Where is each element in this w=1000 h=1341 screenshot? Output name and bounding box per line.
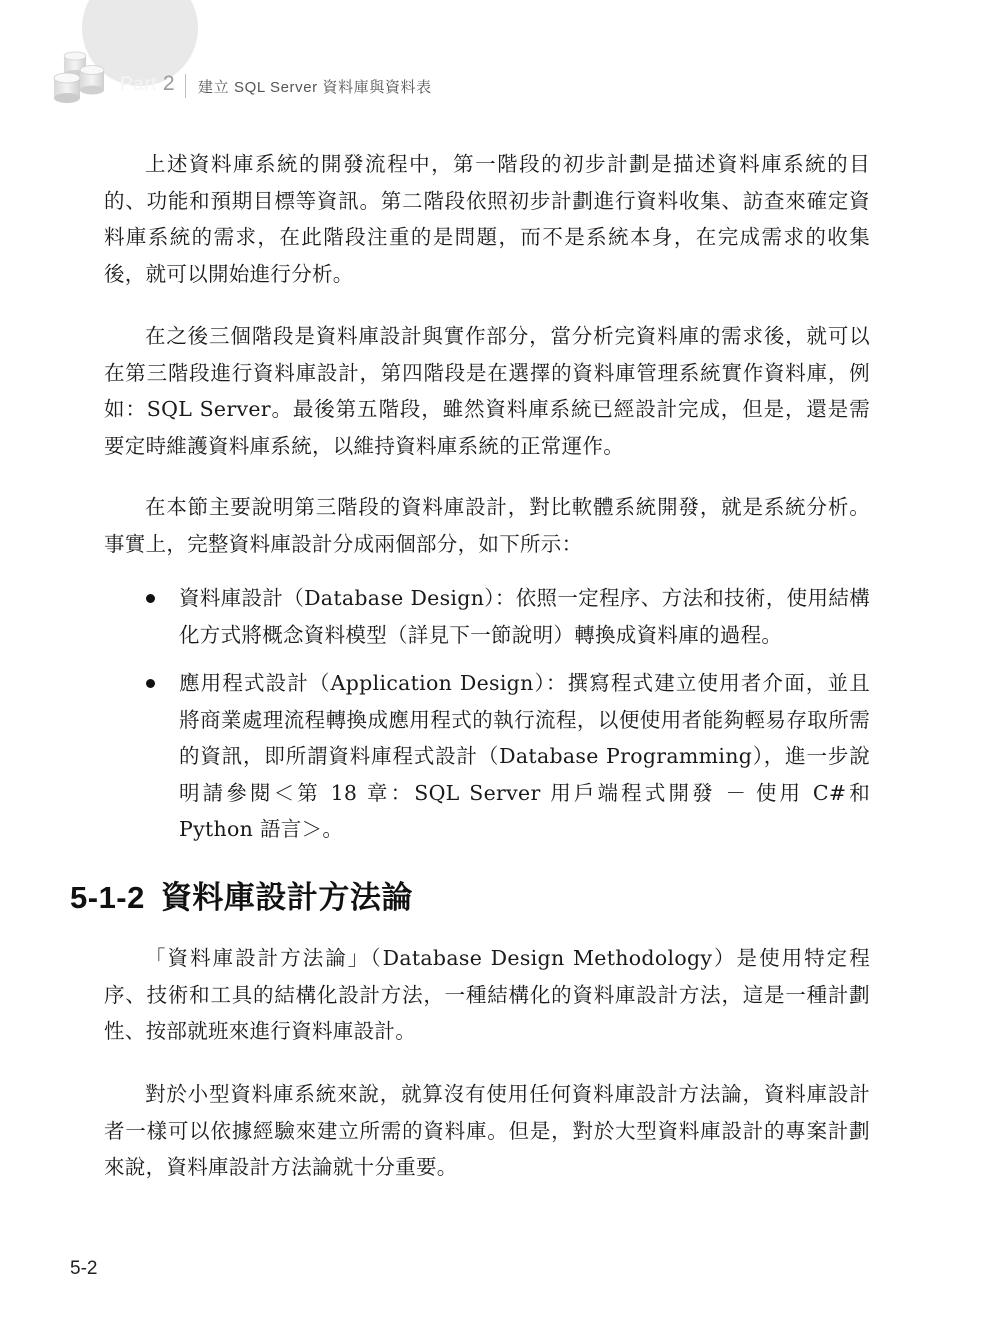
header-divider: [185, 74, 186, 98]
section-paragraph-1: 「資料庫設計方法論」（Database Design Methodology）是使用特定程序、技術和工具的結構化設計方法，一種結構化的資料庫設計方法，這是一種計劃性、按部就班來進行資料庫設計。: [104, 946, 870, 1043]
paragraph-1: 上述資料庫系統的開發流程中，第一階段的初步計劃是描述資料庫系統的目的、功能和預期目標等資訊。第二階段依照初步計劃進行資料收集、訪查來確定資料庫系統的需求，在此階段注重的是問題，而不是系統本身，在完成需求的收集後，就可以開始進行分析。: [104, 152, 870, 286]
section-number: 5-1-2: [70, 880, 145, 915]
part-word: Part: [120, 74, 157, 95]
bullet-dot-icon: [146, 679, 155, 688]
bullet-item-database-design: [104, 580, 870, 653]
chapter-title: 建立 SQL Server 資料庫與資料表: [198, 79, 432, 96]
bullet-text: 應用程式設計（Application Design）：撰寫程式建立使用者介面，並且將商業處理流程轉換成應用程式的執行流程，以便使用者能夠輕易存取所需的資訊，即所謂資料庫程式設計（Database Programming），進一步說明請參閱＜第 18 章：SQL Server 用戶端程式開發 － 使用 C#和 Python 語言＞。: [179, 671, 870, 841]
page-number: 5-2: [70, 1258, 98, 1279]
section-title: 資料庫設計方法論: [160, 880, 413, 915]
page-header: [0, 0, 1000, 120]
section-heading: [70, 872, 413, 917]
bullet-item-application-design: [104, 665, 870, 848]
bullet-list: [104, 580, 870, 848]
paragraph-3: 在本節主要說明第三階段的資料庫設計，對比軟體系統開發，就是系統分析。事實上，完整資料庫設計分成兩個部分，如下所示：: [104, 495, 870, 556]
bullet-text: 資料庫設計（Database Design）：依照一定程序、方法和技術，使用結構化方式將概念資料模型（詳見下一節說明）轉換成資料庫的過程。: [179, 586, 870, 647]
section-paragraph-2: 對於小型資料庫系統來說，就算沒有使用任何資料庫設計方法論，資料庫設計者一樣可以依據經驗來建立所需的資料庫。但是，對於大型資料庫設計的專案計劃來說，資料庫設計方法論就十分重要。: [104, 1082, 870, 1179]
header-part-label: [120, 72, 175, 96]
part-number: 2: [162, 72, 176, 95]
database-cylinders-icon: [50, 50, 110, 106]
bullet-dot-icon: [146, 594, 155, 603]
paragraph-2: 在之後三個階段是資料庫設計與實作部分，當分析完資料庫的需求後，就可以在第三階段進行資料庫設計，第四階段是在選擇的資料庫管理系統實作資料庫，例如：SQL Server。最後第五階段，雖然資料庫系統已經設計完成，但是，還是需要定時維護資料庫系統，以維持資料庫系統的正常運作。: [104, 324, 870, 458]
